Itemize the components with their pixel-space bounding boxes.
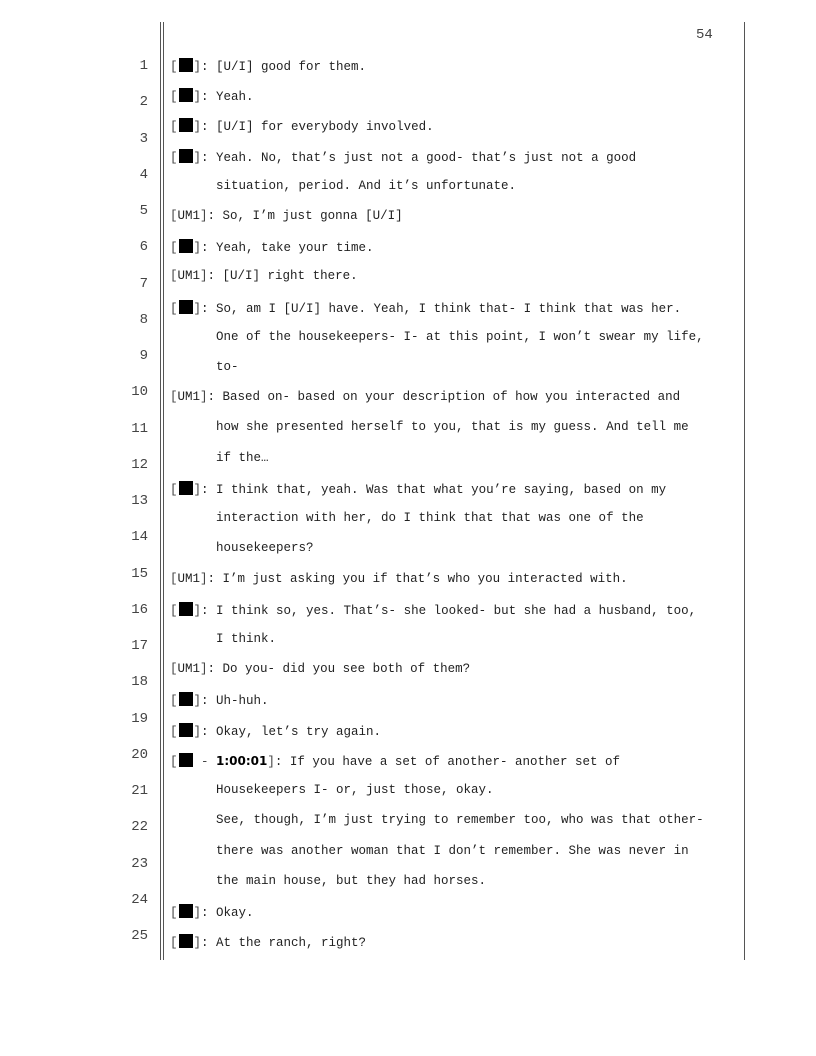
redaction-block bbox=[179, 300, 193, 314]
transcript-line: [ ]: I think so, yes. That’s- she looked- but she had a husband, too, bbox=[170, 604, 697, 618]
transcript-line: [ ]: I think that, yeah. Was that what you’re saying, based on my bbox=[170, 483, 667, 497]
transcript-line: [ ]: Okay. bbox=[170, 906, 254, 920]
line-number: 9 bbox=[139, 348, 148, 364]
line-number: 7 bbox=[139, 276, 148, 292]
redaction-block bbox=[179, 58, 193, 72]
transcript-line: [ ]: [U/I] good for them. bbox=[170, 60, 367, 74]
page-number: 54 bbox=[696, 27, 713, 43]
line-number: 4 bbox=[139, 167, 148, 183]
transcript-continuation: See, though, I’m just trying to remember too, who was that other- bbox=[216, 813, 704, 827]
line-number: 12 bbox=[131, 457, 148, 473]
margin-rule-right bbox=[744, 22, 745, 960]
transcript-continuation: to- bbox=[216, 360, 239, 374]
transcript-line: [ ]: At the ranch, right? bbox=[170, 936, 367, 950]
line-number: 2 bbox=[139, 94, 148, 110]
transcript-line: [ ]: Yeah. bbox=[170, 90, 254, 104]
transcript-line: [UM1]: So, I’m just gonna [U/I] bbox=[170, 209, 403, 223]
transcript-continuation: Housekeepers I- or, just those, okay. bbox=[216, 783, 494, 797]
line-number: 10 bbox=[131, 384, 148, 400]
line-number: 24 bbox=[131, 892, 148, 908]
line-number: 1 bbox=[139, 58, 148, 74]
line-number: 25 bbox=[131, 928, 148, 944]
line-number: 18 bbox=[131, 674, 148, 690]
transcript-line: [UM1]: [U/I] right there. bbox=[170, 269, 358, 283]
redaction-block bbox=[179, 88, 193, 102]
transcript-continuation: I think. bbox=[216, 632, 277, 646]
transcript-line: [ ]: So, am I [U/I] have. Yeah, I think that- I think that was her. bbox=[170, 302, 682, 316]
transcript-continuation: the main house, but they had horses. bbox=[216, 874, 487, 888]
line-number: 19 bbox=[131, 711, 148, 727]
transcript-continuation: situation, period. And it’s unfortunate. bbox=[216, 179, 517, 193]
transcript-continuation: if the… bbox=[216, 451, 269, 465]
line-number: 23 bbox=[131, 856, 148, 872]
line-number: 15 bbox=[131, 566, 148, 582]
transcript-continuation: how she presented herself to you, that is my guess. And tell me bbox=[216, 420, 689, 434]
redaction-block bbox=[179, 149, 193, 163]
line-number: 3 bbox=[139, 131, 148, 147]
transcript-line: [ ]: Yeah, take your time. bbox=[170, 241, 374, 255]
line-number: 22 bbox=[131, 819, 148, 835]
line-number: 11 bbox=[131, 421, 148, 437]
redaction-block bbox=[179, 602, 193, 616]
transcript-line: [ ]: Yeah. No, that’s just not a good- that’s just not a good bbox=[170, 151, 637, 165]
redaction-block bbox=[179, 118, 193, 132]
transcript-line: [UM1]: I’m just asking you if that’s who you interacted with. bbox=[170, 572, 628, 586]
timestamp: 1:00:01 bbox=[216, 754, 268, 768]
redaction-block bbox=[179, 904, 193, 918]
transcript-line: [UM1]: Do you- did you see both of them? bbox=[170, 662, 471, 676]
redaction-block bbox=[179, 239, 193, 253]
redaction-block bbox=[179, 692, 193, 706]
line-number: 17 bbox=[131, 638, 148, 654]
transcript-continuation: One of the housekeepers- I- at this point, I won’t swear my life, bbox=[216, 330, 704, 344]
line-number: 8 bbox=[139, 312, 148, 328]
transcript-line: [UM1]: Based on- based on your description of how you interacted and bbox=[170, 390, 681, 404]
redaction-block bbox=[179, 723, 193, 737]
line-number: 6 bbox=[139, 239, 148, 255]
line-number: 5 bbox=[139, 203, 148, 219]
transcript-line: [ ]: Uh-huh. bbox=[170, 694, 269, 708]
line-number: 16 bbox=[131, 602, 148, 618]
margin-rule-left-inner bbox=[163, 22, 164, 960]
line-number: 13 bbox=[131, 493, 148, 509]
margin-rule-left-outer bbox=[160, 22, 161, 960]
transcript-continuation: there was another woman that I don’t remember. She was never in bbox=[216, 844, 689, 858]
transcript-line: [ ]: Okay, let’s try again. bbox=[170, 725, 382, 739]
line-number: 14 bbox=[131, 529, 148, 545]
transcript-continuation: interaction with her, do I think that that was one of the bbox=[216, 511, 644, 525]
transcript-line: [ - 1:00:01]: If you have a set of another- another set of bbox=[170, 754, 620, 769]
line-number: 21 bbox=[131, 783, 148, 799]
transcript-continuation: housekeepers? bbox=[216, 541, 314, 555]
transcript-line: [ ]: [U/I] for everybody involved. bbox=[170, 120, 434, 134]
redaction-block bbox=[179, 753, 193, 767]
redaction-block bbox=[179, 481, 193, 495]
line-number: 20 bbox=[131, 747, 148, 763]
redaction-block bbox=[179, 934, 193, 948]
